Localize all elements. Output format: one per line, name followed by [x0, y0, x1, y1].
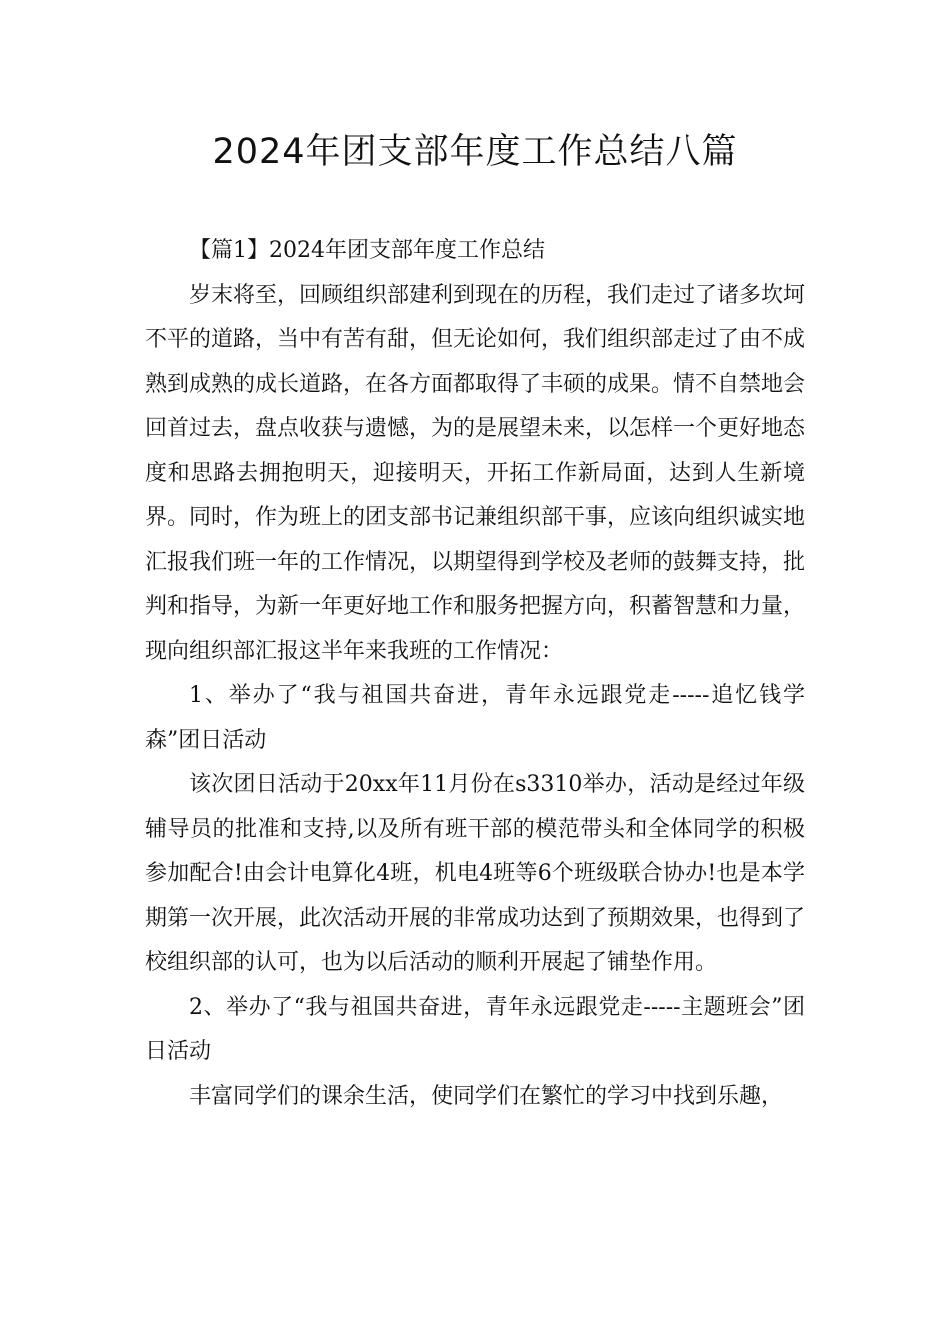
document-title: 2024年团支部年度工作总结八篇: [212, 132, 738, 172]
list-item-heading: 1、举办了“我与祖国共奋进，青年永远跟党走-----追忆钱学森”团日活动: [145, 683, 805, 753]
paragraph: 丰富同学们的课余生活，使同学们在繁忙的学习中找到乐趣，: [189, 1083, 784, 1109]
list-item-heading: 2、举办了“我与祖国共奋进，青年永远跟党走-----主题班会”团日活动: [145, 994, 805, 1064]
paragraph: 岁末将至，回顾组织部建利到现在的历程，我们走过了诸多坎坷不平的道路，当中有苦有甜，但无论如何，我们组织部走过了由不成熟到成熟的成长道路，在各方面都取得了丰硕的成果。情不自禁地会回首过去，盘点收获与遗憾，为的是展望未来，以怎样一个更好地态度和思路去拥抱明天，迎接明天，开拓工作新局面，达到人生新境界。同时，作为班上的团支部书记兼组织部干事，应该向组织诚实地汇报我们班一年的工作情况，以期望得到学校及老师的鼓舞支持，批判和指导，为新一年更好地工作和服务把握方向，积蓄智慧和力量，现向组织部汇报这半年来我班的工作情况：: [145, 282, 806, 664]
paragraph: 该次团日活动于20xx年11月份在s3310举办，活动是经过年级辅导员的批准和支持,以及所有班干部的模范带头和全体同学的积极参加配合!由会计电算化4班，机电4班等6个班级联合协办!也是本学期第一次开展，此次活动开展的非常成功达到了预期效果，也得到了校组织部的认可，也为以后活动的顺利开展起了铺垫作用。: [145, 772, 806, 975]
document-body: [145, 229, 805, 1119]
section-heading: 【篇1】2024年团支部年度工作总结: [189, 238, 545, 263]
